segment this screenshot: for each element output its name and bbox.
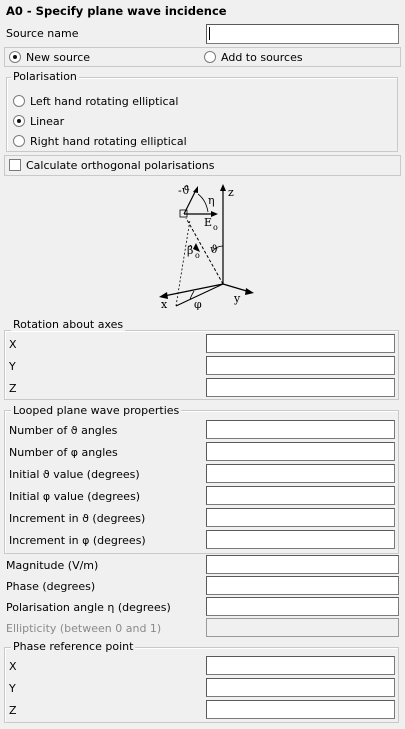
dialog-title: A0 - Specify plane wave incidence: [6, 4, 227, 18]
z-arrowhead: [220, 184, 226, 191]
rotation-z-input[interactable]: [206, 378, 395, 397]
initial-phi-input[interactable]: [206, 486, 395, 505]
rotation-x-label: X: [9, 338, 17, 351]
initial-theta-input[interactable]: [206, 464, 395, 483]
minus-theta-label: -ϑ̂: [178, 184, 190, 197]
phase-ref-x-label: X: [9, 660, 17, 673]
rotation-z-label: Z: [9, 382, 17, 395]
polarisation-angle-input[interactable]: [206, 597, 399, 616]
orthogonal-label[interactable]: Calculate orthogonal polarisations: [26, 159, 215, 172]
increment-theta-label: Increment in ϑ (degrees): [9, 512, 146, 525]
add-to-sources-label[interactable]: Add to sources: [221, 51, 303, 64]
ellipticity-label: Ellipticity (between 0 and 1): [6, 622, 162, 635]
polarisation-angle-label: Polarisation angle η (degrees): [6, 601, 171, 614]
source-name-input[interactable]: [206, 24, 399, 44]
phase-label: Phase (degrees): [6, 580, 96, 593]
add-to-sources-radio[interactable]: [204, 51, 216, 63]
ellipticity-input: [206, 618, 399, 637]
beta-subscript: o: [195, 251, 200, 260]
z-axis-label: z: [228, 186, 234, 199]
phase-ref-z-label: Z: [9, 704, 17, 717]
increment-theta-input[interactable]: [206, 508, 395, 527]
x-axis: [164, 284, 223, 296]
e0-subscript: o: [213, 223, 218, 232]
initial-theta-label: Initial ϑ value (degrees): [9, 468, 140, 481]
text-caret: [209, 27, 210, 40]
linear-label[interactable]: Linear: [30, 115, 65, 128]
rotation-y-input[interactable]: [206, 356, 395, 375]
eta-label: η: [208, 194, 215, 207]
looped-legend: Looped plane wave properties: [13, 404, 180, 417]
magnitude-input[interactable]: [206, 555, 399, 574]
increment-phi-label: Increment in φ (degrees): [9, 534, 146, 547]
phase-ref-z-input[interactable]: [206, 700, 395, 719]
eta-arc: [198, 194, 208, 212]
plane-wave-diagram: [150, 180, 260, 310]
rotation-x-input[interactable]: [206, 334, 395, 353]
e0-label: E: [204, 216, 213, 229]
phase-ref-y-label: Y: [9, 682, 16, 695]
theta-label: ϑ: [210, 243, 218, 256]
num-theta-input[interactable]: [206, 420, 395, 439]
orthogonal-checkbox[interactable]: [9, 159, 21, 171]
minus-theta-arrowhead: [193, 186, 198, 193]
initial-phi-label: Initial φ value (degrees): [9, 490, 141, 503]
e0-arrowhead: [211, 211, 218, 217]
polarisation-legend: Polarisation: [13, 70, 77, 83]
magnitude-label: Magnitude (V/m): [6, 559, 99, 572]
y-axis-label: y: [234, 292, 241, 305]
increment-phi-input[interactable]: [206, 530, 395, 549]
y-arrowhead: [245, 288, 254, 295]
new-source-label[interactable]: New source: [26, 51, 91, 64]
phase-input[interactable]: [206, 576, 399, 595]
phase-ref-legend: Phase reference point: [13, 640, 134, 653]
phase-ref-y-input[interactable]: [206, 678, 395, 697]
num-phi-label: Number of φ angles: [9, 446, 118, 459]
beta-label: β̂: [187, 244, 194, 257]
right-hand-elliptical-label[interactable]: Right hand rotating elliptical: [30, 135, 187, 148]
num-phi-input[interactable]: [206, 442, 395, 461]
left-hand-elliptical-label[interactable]: Left hand rotating elliptical: [30, 95, 179, 108]
phi-label: φ: [194, 298, 202, 310]
num-theta-label: Number of ϑ angles: [9, 424, 118, 437]
phase-ref-x-input[interactable]: [206, 656, 395, 675]
source-name-label: Source name: [6, 27, 79, 40]
new-source-radio[interactable]: [9, 51, 21, 63]
right-hand-elliptical-radio[interactable]: [13, 135, 25, 147]
rotation-legend: Rotation about axes: [13, 318, 124, 331]
linear-radio[interactable]: [13, 115, 25, 127]
left-hand-elliptical-radio[interactable]: [13, 95, 25, 107]
x-axis-label: x: [161, 298, 168, 310]
projection-dash: [176, 220, 190, 306]
rotation-y-label: Y: [9, 360, 16, 373]
